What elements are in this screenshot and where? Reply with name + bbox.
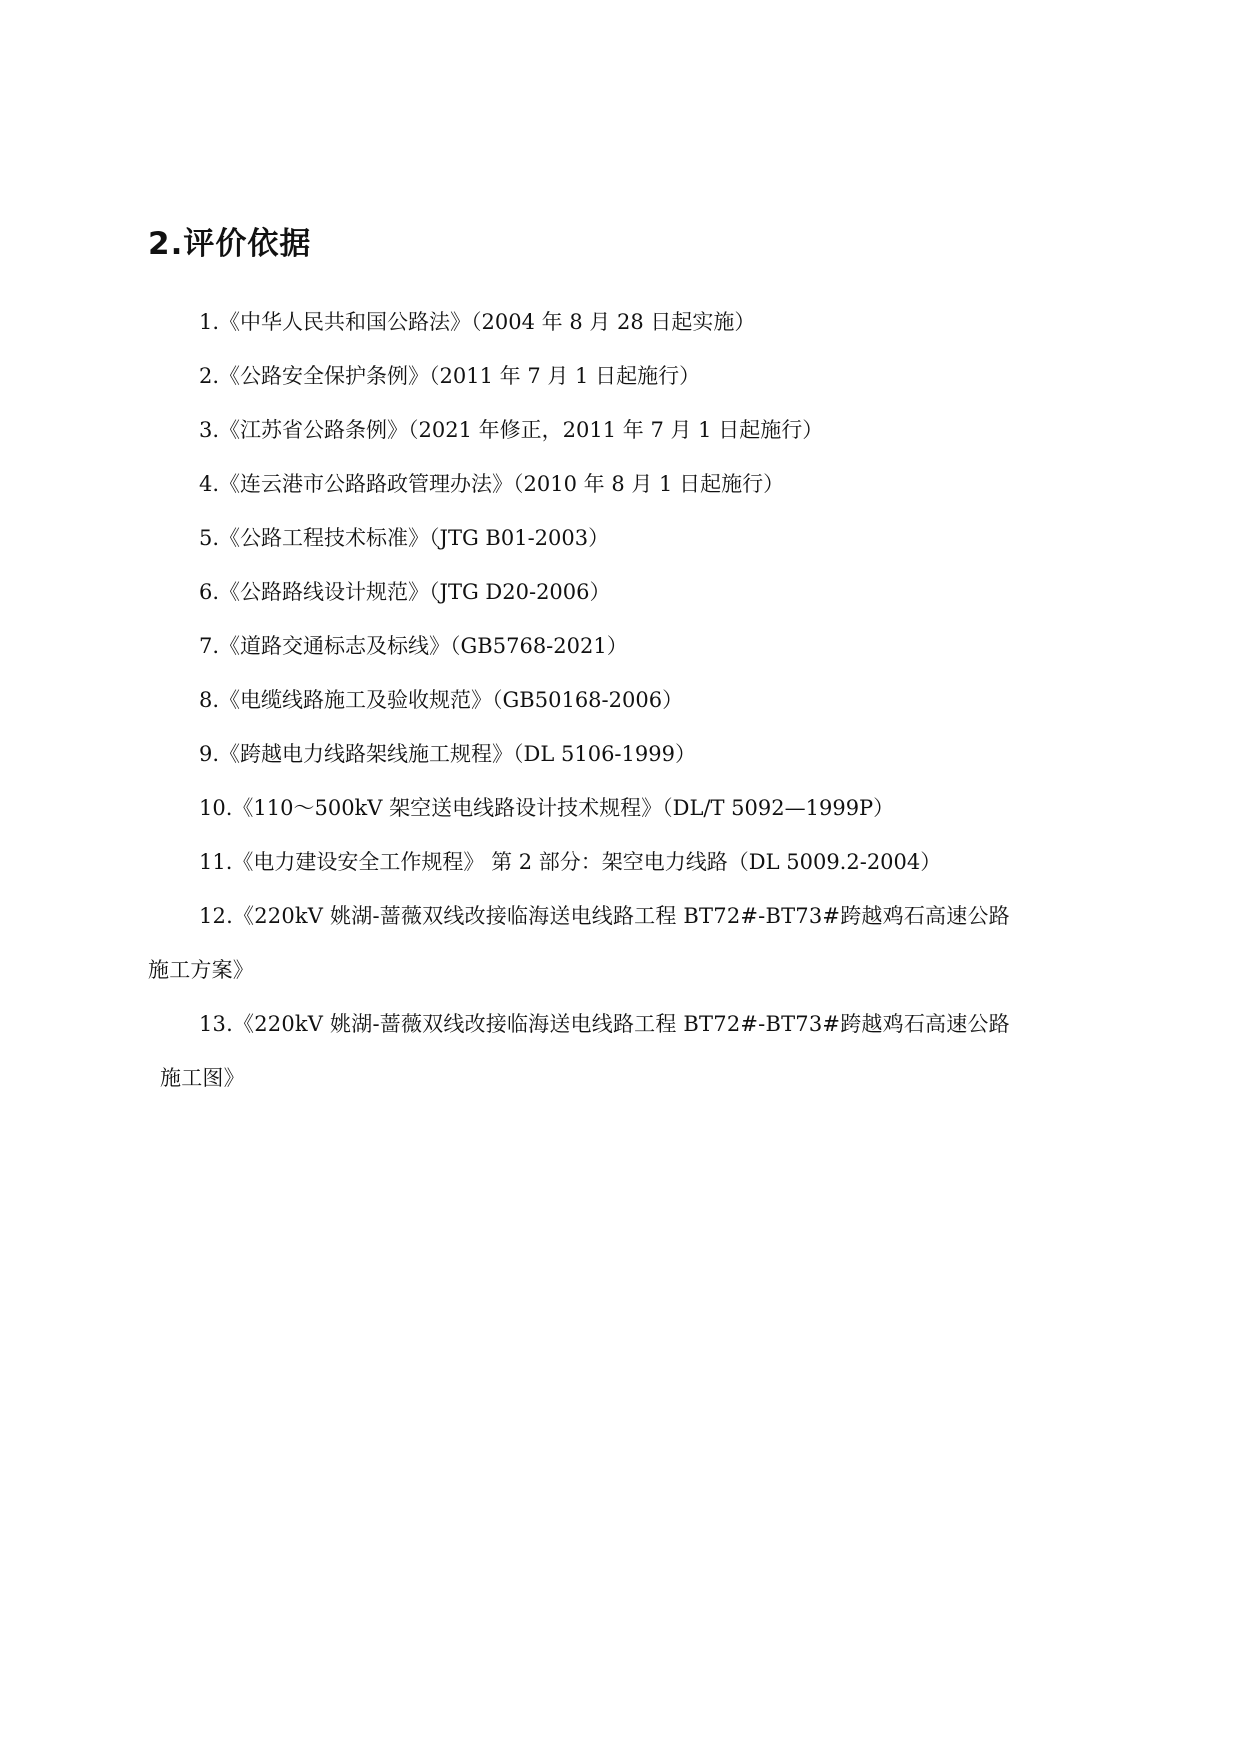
list-item: 5.《公路工程技术标准》（JTG B01-2003） [199, 526, 610, 550]
list-item [148, 997, 1108, 1105]
list-item [148, 889, 1108, 997]
list-item: 6.《公路路线设计规范》（JTG D20-2006） [199, 580, 611, 604]
list-item-continuation: 施工方案》 [148, 958, 254, 982]
list-item-line: 13.《220kV 姚湖-蔷薇双线改接临海送电线路工程 BT72#-BT73#跨越鸡石高速公路 [199, 1012, 1010, 1036]
list-item: 7.《道路交通标志及标线》（GB5768-2021） [199, 634, 628, 658]
list-item: 9.《跨越电力线路架线施工规程》（DL 5106-1999） [199, 742, 696, 766]
list-item: 8.《电缆线路施工及验收规范》（GB50168-2006） [199, 688, 684, 712]
list-item: 4.《连云港市公路路政管理办法》（2010 年 8 月 1 日起施行） [199, 472, 785, 496]
list-item: 10.《110～500kV 架空送电线路设计技术规程》（DL/T 5092—1999P） [199, 796, 895, 820]
list-item: 11.《电力建设安全工作规程》 第 2 部分：架空电力线路（DL 5009.2-2004） [199, 850, 942, 874]
list-item-line: 12.《220kV 姚湖-蔷薇双线改接临海送电线路工程 BT72#-BT73#跨越鸡石高速公路 [199, 904, 1010, 928]
list-item: 2.《公路安全保护条例》（2011 年 7 月 1 日起施行） [199, 364, 701, 388]
section-title: 2.评价依据 [148, 226, 312, 262]
list-item-continuation: 施工图》 [160, 1066, 245, 1090]
reference-list [148, 295, 1108, 1105]
list-item: 1.《中华人民共和国公路法》（2004 年 8 月 28 日起实施） [199, 310, 756, 334]
list-item: 3.《江苏省公路条例》（2021 年修正，2011 年 7 月 1 日起施行） [199, 418, 824, 442]
